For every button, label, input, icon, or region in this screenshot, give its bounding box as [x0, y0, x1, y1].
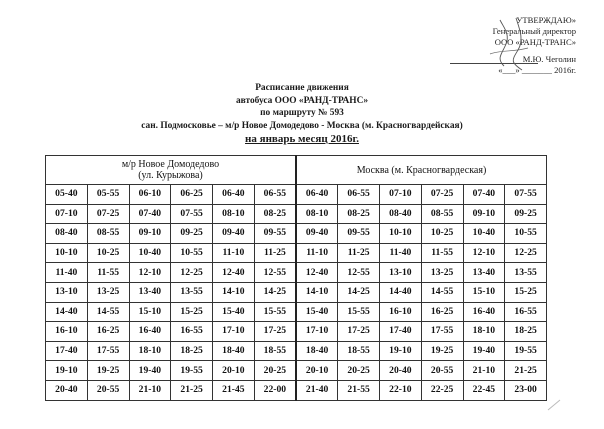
heading-month: на январь месяц 2016г.: [245, 133, 359, 146]
time-cell-domodedovo: 05-55: [87, 185, 129, 205]
time-cell-domodedovo: 11-40: [46, 263, 88, 283]
time-cell-domodedovo: 19-40: [129, 361, 171, 381]
time-cell-domodedovo: 11-25: [254, 243, 296, 263]
table-row: [46, 224, 547, 244]
table-row: [46, 263, 547, 283]
header-left-line-1: м/р Новое Домодедово: [121, 159, 220, 170]
time-cell-domodedovo: 21-10: [129, 380, 171, 400]
time-cell-domodedovo: 20-55: [87, 380, 129, 400]
table-row: [46, 282, 547, 302]
time-cell-domodedovo: 15-10: [129, 302, 171, 322]
time-cell-moscow: 19-10: [380, 341, 422, 361]
time-cell-moscow: 19-40: [463, 341, 505, 361]
time-cell-moscow: 21-55: [338, 380, 380, 400]
time-cell-moscow: 06-55: [338, 185, 380, 205]
time-cell-domodedovo: 06-25: [171, 185, 213, 205]
time-cell-domodedovo: 13-10: [46, 282, 88, 302]
time-cell-domodedovo: 12-25: [171, 263, 213, 283]
time-cell-domodedovo: 15-25: [171, 302, 213, 322]
time-cell-domodedovo: 11-55: [87, 263, 129, 283]
time-cell-moscow: 16-40: [463, 302, 505, 322]
table-row: [46, 204, 547, 224]
time-cell-moscow: 12-10: [463, 243, 505, 263]
table-row: [46, 243, 547, 263]
time-cell-domodedovo: 07-25: [87, 204, 129, 224]
time-cell-domodedovo: 17-40: [46, 341, 88, 361]
table-row: [46, 302, 547, 322]
time-cell-domodedovo: 15-40: [213, 302, 255, 322]
table-header-row: [46, 156, 547, 185]
time-cell-domodedovo: 22-00: [254, 380, 296, 400]
time-cell-moscow: 08-10: [296, 204, 338, 224]
time-cell-domodedovo: 10-40: [129, 243, 171, 263]
time-cell-moscow: 12-55: [338, 263, 380, 283]
time-cell-moscow: 17-55: [421, 322, 463, 342]
time-cell-moscow: 09-10: [463, 204, 505, 224]
time-cell-domodedovo: 06-55: [254, 185, 296, 205]
time-cell-moscow: 20-40: [380, 361, 422, 381]
time-cell-domodedovo: 07-40: [129, 204, 171, 224]
time-cell-moscow: 14-40: [380, 282, 422, 302]
time-cell-domodedovo: 20-25: [254, 361, 296, 381]
time-cell-domodedovo: 21-45: [213, 380, 255, 400]
time-cell-domodedovo: 17-25: [254, 322, 296, 342]
time-cell-domodedovo: 08-55: [87, 224, 129, 244]
header-departure-domodedovo: [46, 156, 297, 185]
time-cell-moscow: 20-25: [338, 361, 380, 381]
time-cell-moscow: 12-25: [505, 243, 547, 263]
time-cell-moscow: 18-40: [296, 341, 338, 361]
time-cell-moscow: 10-10: [380, 224, 422, 244]
approval-title: УТВЕРЖДАЮ»: [516, 15, 576, 25]
time-cell-domodedovo: 21-25: [171, 380, 213, 400]
time-cell-moscow: 11-55: [421, 243, 463, 263]
heading-line-2: автобуса ООО «РАНД-ТРАНС»: [235, 95, 369, 106]
time-cell-domodedovo: 07-55: [171, 204, 213, 224]
time-cell-domodedovo: 07-10: [46, 204, 88, 224]
time-cell-domodedovo: 12-55: [254, 263, 296, 283]
time-cell-moscow: 15-40: [296, 302, 338, 322]
time-cell-moscow: 17-10: [296, 322, 338, 342]
time-cell-moscow: 13-25: [421, 263, 463, 283]
header-left-line-2: (ул. Курыжова): [138, 170, 203, 181]
time-cell-moscow: 15-10: [463, 282, 505, 302]
table-row: [46, 361, 547, 381]
time-cell-moscow: 18-25: [505, 322, 547, 342]
time-cell-domodedovo: 09-55: [254, 224, 296, 244]
time-cell-domodedovo: 19-55: [171, 361, 213, 381]
time-cell-domodedovo: 14-25: [254, 282, 296, 302]
time-cell-moscow: 11-25: [338, 243, 380, 263]
time-cell-moscow: 20-10: [296, 361, 338, 381]
time-cell-moscow: 11-40: [380, 243, 422, 263]
time-cell-domodedovo: 17-55: [87, 341, 129, 361]
heading-line-1: Расписание движения: [255, 83, 349, 93]
time-cell-moscow: 19-25: [421, 341, 463, 361]
time-cell-domodedovo: 13-25: [87, 282, 129, 302]
time-cell-moscow: 14-55: [421, 282, 463, 302]
time-cell-domodedovo: 18-40: [213, 341, 255, 361]
time-cell-domodedovo: 13-55: [171, 282, 213, 302]
time-cell-moscow: 07-40: [463, 185, 505, 205]
time-cell-moscow: 22-25: [421, 380, 463, 400]
time-cell-domodedovo: 20-10: [213, 361, 255, 381]
time-cell-moscow: 20-55: [421, 361, 463, 381]
time-cell-moscow: 09-55: [338, 224, 380, 244]
time-cell-domodedovo: 10-10: [46, 243, 88, 263]
header-departure-moscow: Москва (м. Красногвардеская): [296, 156, 547, 185]
time-cell-domodedovo: 08-40: [46, 224, 88, 244]
time-cell-moscow: 15-25: [505, 282, 547, 302]
time-cell-domodedovo: 18-10: [129, 341, 171, 361]
time-cell-moscow: 07-55: [505, 185, 547, 205]
time-cell-domodedovo: 13-40: [129, 282, 171, 302]
time-cell-moscow: 21-40: [296, 380, 338, 400]
time-cell-domodedovo: 06-40: [213, 185, 255, 205]
time-cell-domodedovo: 14-55: [87, 302, 129, 322]
time-cell-moscow: 22-10: [380, 380, 422, 400]
time-cell-domodedovo: 11-10: [213, 243, 255, 263]
time-cell-moscow: 12-40: [296, 263, 338, 283]
time-cell-domodedovo: 08-25: [254, 204, 296, 224]
time-cell-domodedovo: 17-10: [213, 322, 255, 342]
time-cell-domodedovo: 18-55: [254, 341, 296, 361]
time-cell-moscow: 08-25: [338, 204, 380, 224]
time-cell-moscow: 17-40: [380, 322, 422, 342]
heading-line-4: сан. Подмосковье – м/р Новое Домодедово - Москва (м. Красногвардейская): [141, 120, 463, 131]
approval-position: Генеральный директор: [492, 26, 576, 36]
time-cell-moscow: 21-25: [505, 361, 547, 381]
approval-company: ООО «РАНД-ТРАНС»: [494, 37, 576, 47]
time-cell-domodedovo: 14-40: [46, 302, 88, 322]
time-cell-moscow: 18-10: [463, 322, 505, 342]
time-cell-domodedovo: 10-55: [171, 243, 213, 263]
time-cell-domodedovo: 09-40: [213, 224, 255, 244]
time-cell-moscow: 14-10: [296, 282, 338, 302]
time-cell-domodedovo: 09-25: [171, 224, 213, 244]
time-cell-domodedovo: 14-10: [213, 282, 255, 302]
time-cell-moscow: 10-40: [463, 224, 505, 244]
time-cell-moscow: 11-10: [296, 243, 338, 263]
time-cell-moscow: 14-25: [338, 282, 380, 302]
table-row: [46, 380, 547, 400]
time-cell-domodedovo: 16-55: [171, 322, 213, 342]
time-cell-moscow: 09-40: [296, 224, 338, 244]
time-cell-moscow: 10-25: [421, 224, 463, 244]
time-cell-moscow: 19-55: [505, 341, 547, 361]
time-cell-moscow: 08-55: [421, 204, 463, 224]
table-row: [46, 341, 547, 361]
time-cell-domodedovo: 06-10: [129, 185, 171, 205]
time-cell-domodedovo: 19-25: [87, 361, 129, 381]
time-cell-moscow: 13-40: [463, 263, 505, 283]
time-cell-domodedovo: 20-40: [46, 380, 88, 400]
time-cell-moscow: 10-55: [505, 224, 547, 244]
schedule-body: [46, 185, 547, 401]
time-cell-moscow: 18-55: [338, 341, 380, 361]
time-cell-domodedovo: 18-25: [171, 341, 213, 361]
time-cell-domodedovo: 16-25: [87, 322, 129, 342]
heading-line-3: по маршруту № 593: [260, 108, 344, 119]
time-cell-moscow: 08-40: [380, 204, 422, 224]
time-cell-domodedovo: 05-40: [46, 185, 88, 205]
time-cell-domodedovo: 12-40: [213, 263, 255, 283]
time-cell-domodedovo: 08-10: [213, 204, 255, 224]
time-cell-moscow: 16-10: [380, 302, 422, 322]
schedule-table: [45, 155, 547, 401]
time-cell-domodedovo: 16-10: [46, 322, 88, 342]
approval-signatory: М.Ю. Чеголин: [472, 54, 576, 65]
time-cell-moscow: 09-25: [505, 204, 547, 224]
time-cell-moscow: 21-10: [463, 361, 505, 381]
time-cell-domodedovo: 15-55: [254, 302, 296, 322]
approval-date-line: «___» _______ 2016г.: [498, 65, 576, 75]
time-cell-moscow: 07-10: [380, 185, 422, 205]
time-cell-domodedovo: 19-10: [46, 361, 88, 381]
time-cell-moscow: 15-55: [338, 302, 380, 322]
table-row: [46, 185, 547, 205]
time-cell-domodedovo: 12-10: [129, 263, 171, 283]
table-row: [46, 322, 547, 342]
time-cell-moscow: 16-55: [505, 302, 547, 322]
time-cell-domodedovo: 16-40: [129, 322, 171, 342]
time-cell-moscow: 23-00: [505, 380, 547, 400]
document-heading: [0, 82, 604, 147]
time-cell-moscow: 06-40: [296, 185, 338, 205]
time-cell-moscow: 13-55: [505, 263, 547, 283]
signature-mark: [470, 14, 550, 74]
time-cell-domodedovo: 10-25: [87, 243, 129, 263]
time-cell-moscow: 16-25: [421, 302, 463, 322]
time-cell-moscow: 07-25: [421, 185, 463, 205]
time-cell-moscow: 13-10: [380, 263, 422, 283]
time-cell-domodedovo: 09-10: [129, 224, 171, 244]
time-cell-moscow: 17-25: [338, 322, 380, 342]
time-cell-moscow: 22-45: [463, 380, 505, 400]
